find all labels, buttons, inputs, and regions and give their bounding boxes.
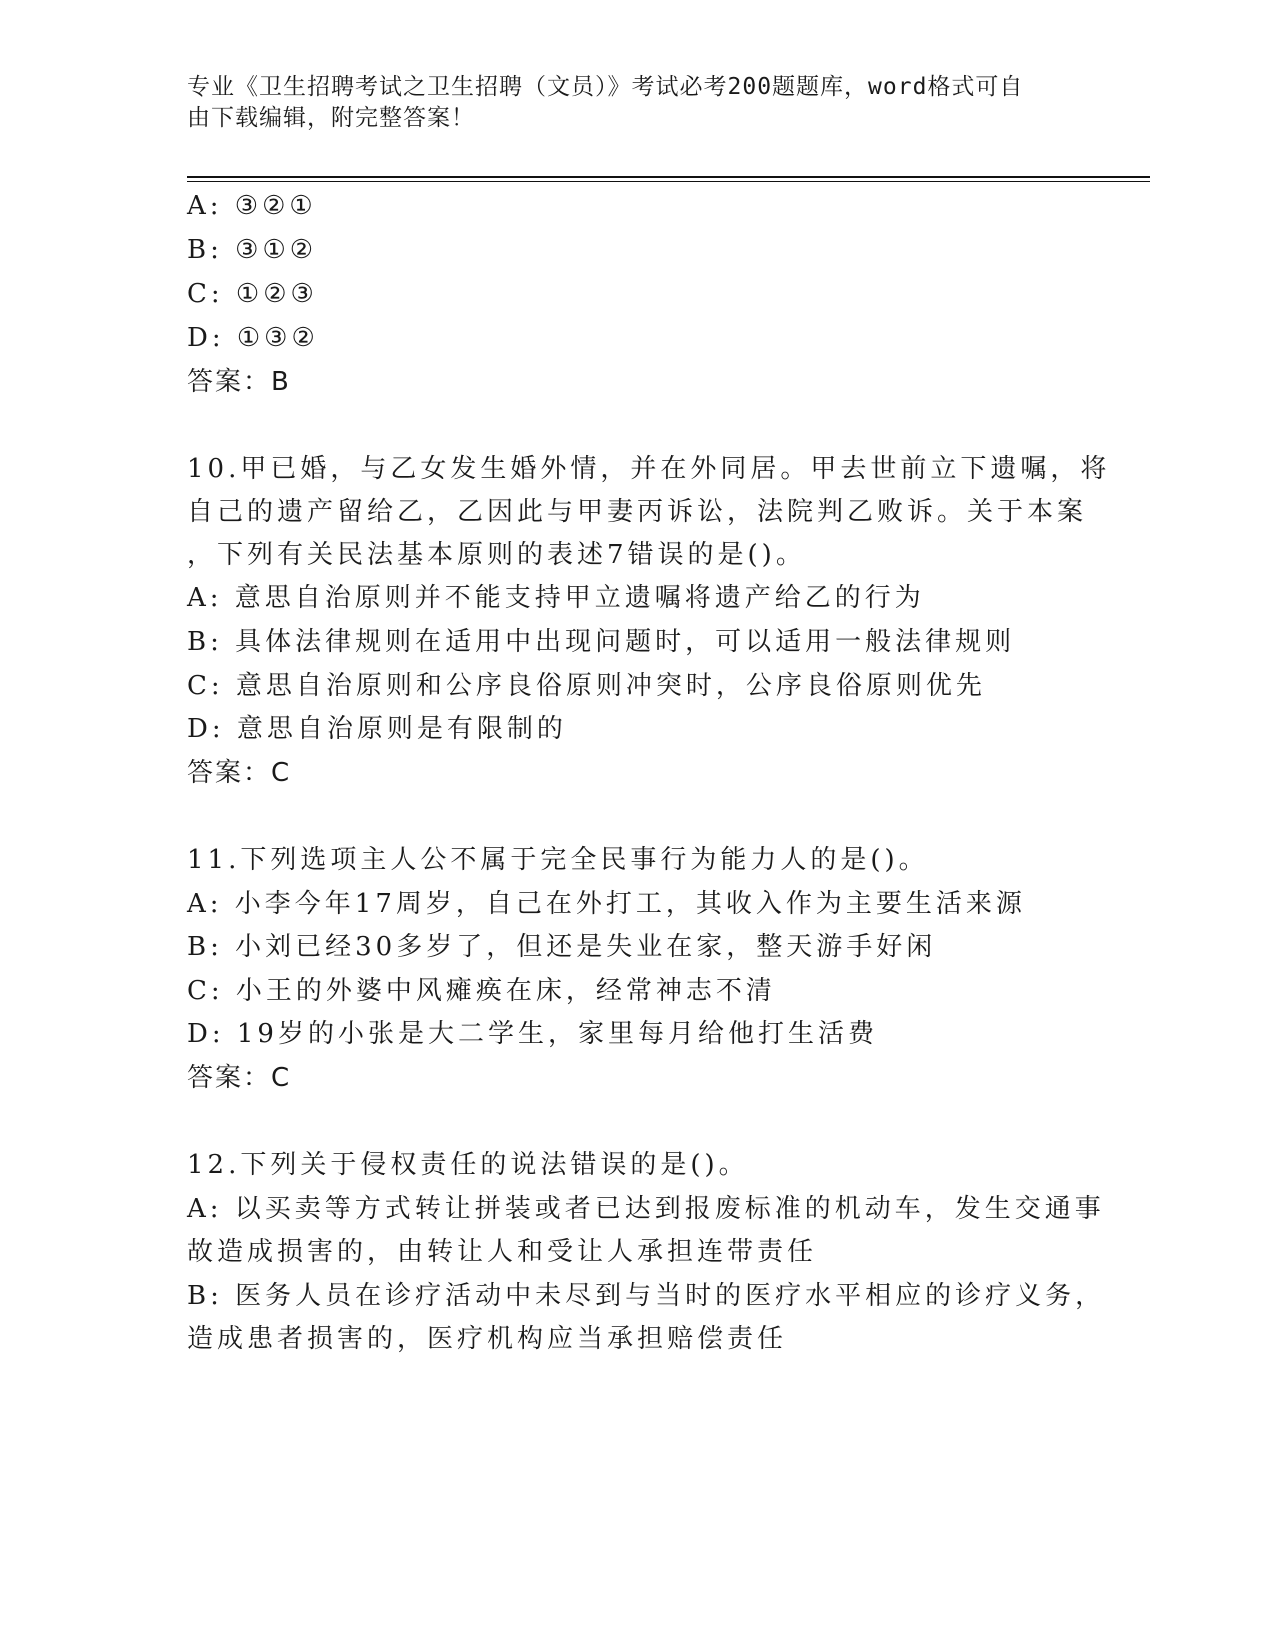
q10-option-c: C: 意思自治原则和公序良俗原则冲突时，公序良俗原则优先: [187, 671, 986, 701]
q10-stem-line-2: 自己的遗产留给乙，乙因此与甲妻丙诉讼，法院判乙败诉。关于本案: [187, 497, 1088, 527]
q10-option-a: A: 意思自治原则并不能支持甲立遗嘱将遗产给乙的行为: [187, 583, 925, 613]
q10-stem-line-3: ，下列有关民法基本原则的表述7错误的是()。: [187, 540, 806, 570]
q12-option-b-line-2: 造成患者损害的，医疗机构应当承担赔偿责任: [187, 1324, 788, 1354]
q10-answer: 答案：C: [187, 758, 292, 788]
q12-stem: 12.下列关于侵权责任的说法错误的是()。: [187, 1150, 749, 1180]
q9-option-d: D: ①③②: [187, 323, 319, 353]
document-header: [187, 72, 1087, 134]
q11-option-d: D: 19岁的小张是大二学生，家里每月给他打生活费: [187, 1019, 878, 1049]
header-divider-thin: [187, 181, 1150, 182]
q9-option-a: A: ③②①: [187, 191, 317, 221]
header-line-1: 专业《卫生招聘考试之卫生招聘（文员）》考试必考200题题库，word格式可自: [187, 74, 1024, 100]
q9-answer: 答案：B: [187, 367, 291, 397]
q11-option-a: A: 小李今年17周岁，自己在外打工，其收入作为主要生活来源: [187, 889, 1026, 919]
q10-option-b: B: 具体法律规则在适用中出现问题时，可以适用一般法律规则: [187, 627, 1016, 657]
header-line-2: 由下载编辑，附完整答案！: [187, 105, 475, 131]
q11-option-c: C: 小王的外婆中风瘫痪在床，经常神志不清: [187, 976, 776, 1006]
q10-stem-line-1: 10.甲已婚，与乙女发生婚外情，并在外同居。甲去世前立下遗嘱，将: [187, 454, 1111, 484]
q9-option-b: B: ③①②: [187, 235, 318, 265]
header-divider-thick: [187, 176, 1150, 178]
q9-option-c: C: ①②③: [187, 279, 318, 309]
q12-option-a-line-2: 故造成损害的，由转让人和受让人承担连带责任: [187, 1237, 818, 1267]
q12-option-a-line-1: A: 以买卖等方式转让拼装或者已达到报废标准的机动车，发生交通事: [187, 1194, 1105, 1224]
q11-option-b: B: 小刘已经30多岁了，但还是失业在家，整天游手好闲: [187, 932, 937, 962]
q12-option-b-line-1: B: 医务人员在诊疗活动中未尽到与当时的医疗水平相应的诊疗义务，: [187, 1281, 1106, 1311]
q10-option-d: D: 意思自治原则是有限制的: [187, 714, 567, 744]
q11-stem: 11.下列选项主人公不属于完全民事行为能力人的是()。: [187, 845, 929, 875]
q11-answer: 答案：C: [187, 1063, 292, 1093]
